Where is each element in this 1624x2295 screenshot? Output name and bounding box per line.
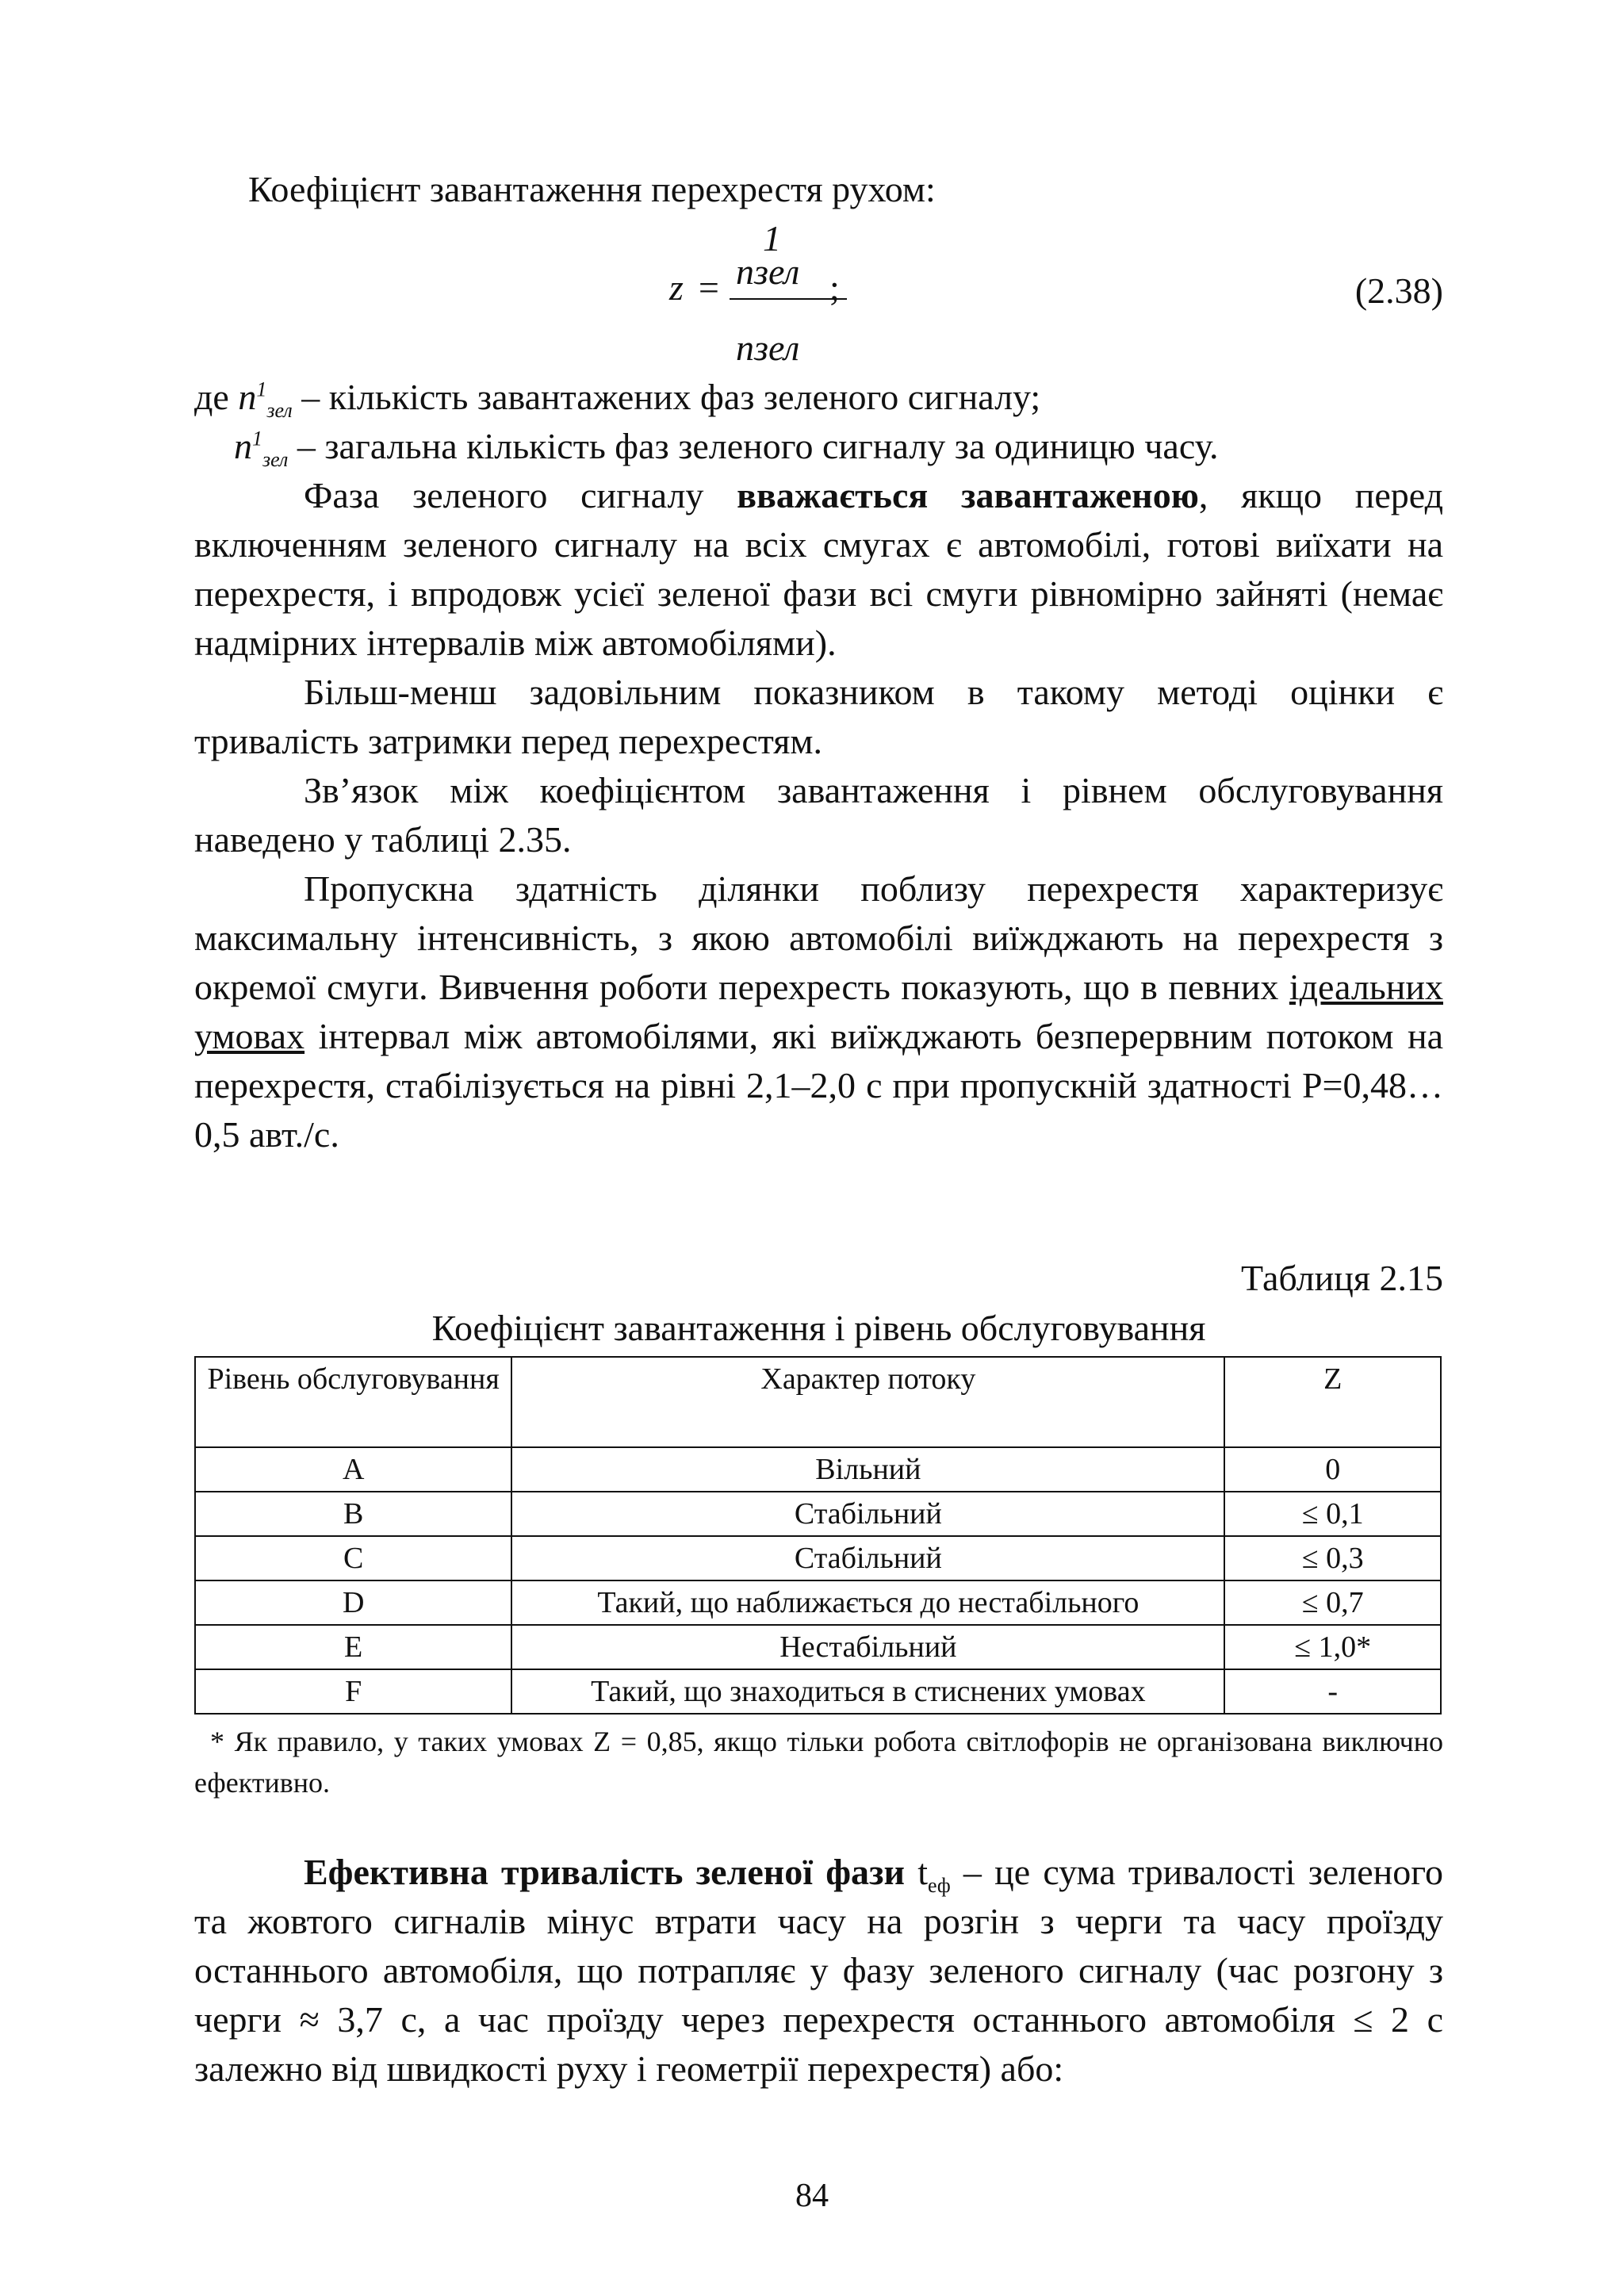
cell-z: - [1224, 1669, 1441, 1714]
paragraph-5-block [194, 1848, 1443, 2094]
table-row [195, 1536, 1441, 1580]
header-flow: Характер потоку [511, 1357, 1224, 1447]
table-row [195, 1492, 1441, 1536]
cell-z: ≤ 1,0* [1224, 1625, 1441, 1669]
cell-flow: Стабільний [511, 1536, 1224, 1580]
formula-2-38 [650, 218, 856, 368]
cell-flow: Стабільний [511, 1492, 1224, 1536]
table-caption: Таблиця 2.15 [1241, 1258, 1443, 1298]
table-row [195, 1580, 1441, 1625]
formula-superscript: 1 [763, 218, 781, 259]
paragraph-5: Ефективна тривалість зеленої фази $t_{еф}$ – це сума тривалості зеленого та жовтого сигналів мінус втрати часу на розгін з черги та часу проїзду останнього автомобіля, що потрапляє у фазу зеленого сигналу (час розгону з черги ≈ 3,7 с, а час проїзду через перехрестя останнього автомобіля ≤ 2 с залежно від швидкості руху і геометрії перехрестя) або: [194, 1852, 1444, 2089]
table-row [195, 1447, 1441, 1492]
page-number: 84 [795, 2178, 829, 2214]
cell-level: D [195, 1580, 511, 1625]
formula-equals: = [696, 267, 722, 308]
cell-level: C [195, 1536, 511, 1580]
formula-z: z [669, 267, 684, 308]
table-header-row [195, 1357, 1441, 1447]
formula-numerator: nзел [736, 251, 800, 292]
body-text [194, 471, 1443, 1159]
table-title: Коефіцієнт завантаження і рівень обслуговування [431, 1308, 1206, 1348]
formula-numerator-sub: зел [754, 251, 800, 292]
equation-number: (2.38) [1354, 270, 1443, 311]
paragraph-3: Зв’язок між коефіцієнтом завантаження і рівнем обслуговування наведено у таблиці 2.35. [194, 770, 1443, 860]
paragraph-4: Пропускна здатність ділянки поблизу перехрестя характеризує максимальну інтенсивність, з якою автомобілі виїжджають на перехрестя з окремої смуги. Вивчення роботи перехресть показують, що в певних ідеальних умовах інтервал між автомобілями, які виїжджають безперервним потоком на перехрестя, стабілізується на рівні 2,1–2,0 с при пропускній здатності Р=0,48…0,5 авт./с. [194, 868, 1443, 1155]
cell-flow: Такий, що наближається до нестабільного [511, 1580, 1224, 1625]
table-footnote: * Як правило, у таких умовах Z = 0,85, якщо тільки робота світлофорів не організована виключно ефективно. [194, 1726, 1443, 1799]
cell-level: B [195, 1492, 511, 1536]
definitions [194, 373, 1443, 471]
header-level: Рівень обслуговування [195, 1357, 511, 1447]
definition-2: $n^1_{зел}$ – загальна кількість фаз зеленого сигналу за одиницю часу. [234, 426, 1219, 472]
cell-flow: Такий, що знаходиться в стиснених умовах [511, 1669, 1224, 1714]
cell-z: 0 [1224, 1447, 1441, 1492]
table-row [195, 1669, 1441, 1714]
formula-semicolon: ; [829, 267, 840, 308]
definition-1: де $n^1_{зел}$ – кількість завантажених фаз зеленого сигналу; [194, 377, 1041, 423]
formula-denominator-sub: зел [754, 328, 800, 368]
cell-z: ≤ 0,1 [1224, 1492, 1441, 1536]
header-z: Z [1224, 1357, 1441, 1447]
cell-z: ≤ 0,7 [1224, 1580, 1441, 1625]
intro-line: Коефіцієнт завантаження перехрестя рухом: [248, 169, 936, 209]
cell-level: F [195, 1669, 511, 1714]
cell-z: ≤ 0,3 [1224, 1536, 1441, 1580]
service-level-table [194, 1356, 1442, 1715]
cell-level: E [195, 1625, 511, 1669]
paragraph-2: Більш-менш задовільним показником в такому методі оцінки є тривалість затримки перед перехрестям. [194, 672, 1443, 761]
formula-denominator: nзел [736, 328, 800, 368]
paragraph-1: Фаза зеленого сигналу вважається завантаженою, якщо перед включенням зеленого сигналу на всіх смугах є автомобілі, готові виїхати на перехрестя, і впродовж усієї зеленої фази всі смуги рівномірно зайняті (немає надмірних інтервалів між автомобілями). [194, 475, 1443, 663]
cell-level: A [195, 1447, 511, 1492]
cell-flow: Нестабільний [511, 1625, 1224, 1669]
table-row [195, 1625, 1441, 1669]
cell-flow: Вільний [511, 1447, 1224, 1492]
